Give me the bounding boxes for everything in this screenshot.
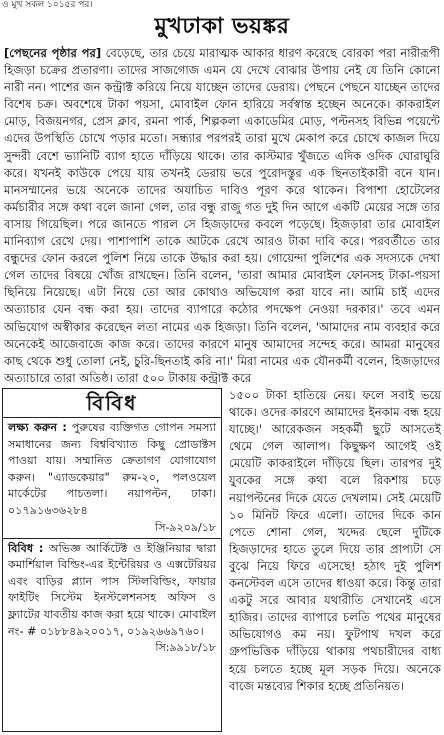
article-text: বেড়েছে, তার চেয়ে মারাত্মক আকার ধারণ করেছে বোরকা পরা নারীরূপী হিজড়া চক্রের প্রতারণা। তাদের সাজগোজ এমন যে দেখে বোঝার উপায় নেই যে তিনি কোনো নারী নন। পাশের জন কন্ট্রাক্ট করিয়ে নিয়ে যাচ্ছেন তাদের ডেরায়। পেছনে পেছনে যাচ্ছেন তাদের বিশেষ চক্র। অবশেষে টাকা পয়সা, মোবাইল ফোন হারিয়ে সর্বস্বান্ত হচ্ছেন অনেকে। কাকরাইল মোড়, বিজয়নগর, প্রেস ক্লাব, রমনা পার্ক, শিল্পকলা একাডেমির মোড়, পল্টনসহ বিভিন্ন পয়েন্টে এদের উপস্থিতি চোখে পড়ার মতো। সন্ধ্যার পরপরই তারা মুখে মেকাপ করে চোখে কাজল দিয়ে সুন্দরী বেশে ভ্যানিটি ব্যাগ হাতে দাঁড়িয়ে থাকে। তার কাস্টমার খুঁজতে এদিক ওদিক ঘোরাঘুরি করে। যখনই কাউকে পেয়ে যায় তখনই ডেরায় ভরে পুরোদস্তুর এক ছিনতাইকারী বনে যান। মানসম্মানের ভয়ে অনেকে তাদের অযাচিত দাবিও পূরণ করে থাকেন। বিপাশা হোটেলের কর্মচারীর সঙ্গে কথা বলে জানা গেল, তার বন্ধু রাজু গত দুই দিন আগে একটি মেয়ের সঙ্গে তার বাসায় গিয়েছিল। পরে জানতে পারল সে হিজড়াদের কবলে পড়েছে। হিজড়ারা তার মোবাইল মানিব্যাগ রেখে দেয়। পাশাপাশি তাকে আটকে রেখে আরও টাকা দাবি করে। পরবর্তীতে তার বন্ধুদের ফোন করলে পুলিশ নিয়ে তাকে উদ্ধার করা হয়। গোয়েন্দা পুলিশের এক সদস্যকে দেখা গেল তাদের বিষয়ে খোঁজ রাখছেন। তিনি বলেন, 'তারা আমার মোবাইল ফোনসহ টাকা-পয়সা ছিনিয়ে নিয়েছে। এটা নিয়ে তো আর কোথাও অভিযোগ করা যাবে না। আমি চাই এদের অত্যাচার যেন বন্ধ করা হয়। তাদের ব্যাপারে কঠোর পদক্ষেপ নেওয়া দরকার।' তবে এমন অভিযোগ অস্বীকার করেছেন লতা নামের এক হিজড়া। তিনি বলেন, 'আমাদের নাম ব্যবহার করে অনেকেই আজেবাজে কাজ করে। তাদের কারণে মানুষ আমাদের সন্দেহ করে। আমরা মানুষের কাছ থেকে শুধু তোলা নেই, চুরি-ছিনতাই করি না।' মিরা নামের এক যৌনকর্মী বলেন, হিজড়াদের অত্যাচারে তারা অতিষ্ঠ। তারা ৫০০ টাকায় কন্ট্রাক্ট করে xyxy=(4,46,440,385)
article-headline: মুখঢাকা ভয়ঙ্কর xyxy=(154,14,290,39)
classified-heading: বিবিধ xyxy=(3,389,221,418)
ad-1-text: পুরুষের ব্যক্তিগত গোপন সমস্যা সমাধানের জন্য বিশ্ববিখ্যাত কিছু প্রোডাক্টস পাওয়া যায়। সম্মানিত ক্রেতাগণ যোগাযোগ করুন। "এ্যাডকেয়ার" রুম-২০, পলওয়েল মার্কেটের পাচতলা। নয়াপল্টন, ঢাকা। ০১৭৯১৬৩৬২৮৪ xyxy=(8,421,216,517)
ad-2-text: অভিজ্ঞ আর্কিটেক্ট ও ইঞ্জিনিয়ার দ্বারা কমার্শিয়াল বিল্ডিং-এর ইন্টেরিয়র ও এক্সটেরিয়র এবং বাড়ির প্ল্যান পাস স্টিলবিল্ডিং, ফায়ার ফাইটিং সিস্টেম ইনস্টলেশনসহ অফিস ও ফ্ল্যাটের যাবতীয় কাজ করা হয়ে থাকে। মোবাইল নং- # ০১৮৮৪৯২০০১৭, ০১৯২৬৬৯৭৬০। xyxy=(8,541,217,638)
ad-1-lead: লক্ষ্য করুন : xyxy=(8,421,67,434)
ad-1-code: সি-৯২০৯/১৮ xyxy=(155,520,216,534)
classified-ad-2 xyxy=(3,539,221,659)
ad-2-lead: বিবিধ : xyxy=(8,541,44,555)
article-continuation: ১৫০০ টাকা হাতিয়ে নেয়। ফলে সবাই ভয়ে থাকে। ওদের কারণে আমাদের ইনকাম বন্ধ হয়ে যাচ্ছে।' আরেকজন সহকর্মী ছুটে আসতেই থেমে গেল আলাপ। কিছুক্ষণ আগেই ওই মেয়েটি কাকরাইলে দাঁড়িয়ে ছিল। তারপর দুই যুবকের সঙ্গে কথা বলে রিকশায় চড়ে নয়াপল্টনের দিকে যেতে দেখলাম। সেই মেয়েটি ১০ মিনিট ফিরে এলো। তাদের দিকে কান পেতে শোনা গেল, খদ্দের ছেলে দুটিকে হিজড়াদের হাতে তুলে দিয়ে তার প্রাপ্যটা সে বুঝে নিয়ে ফিরে এসেছে! হঠাৎ দুই পুলিশ কনস্টেবল এসে তাদের ধাওয়া করে। কিন্তু তারা একটু সরে আবার যথারীতি সেখানেই এসে হাজির। তাদের ব্যাপারে চলতি পথের মানুষের অভিযোগও কম নয়। ফুটপাথ দখল করে গ্রুপভিত্তিক দাঁড়িয়ে থাকায় পথচারীদের বাধ্য হয়ে চলতে হচ্ছে মূল সড়ক দিয়ে। অনেকে বাজে মন্তব্যের শিকার হচ্ছে প্রতিনিয়ত। xyxy=(229,388,441,693)
top-fragment-line: ও মুখ সকল ১০১৫র পর। xyxy=(2,0,93,10)
ad-2-code: সি:৯৯১৮/১৮ xyxy=(155,641,216,655)
classified-box xyxy=(2,388,222,732)
article-lead-marker: [পেছনের পৃষ্ঠার পর] xyxy=(4,46,102,60)
article-body xyxy=(4,45,440,387)
classified-ad-1 xyxy=(3,418,221,538)
